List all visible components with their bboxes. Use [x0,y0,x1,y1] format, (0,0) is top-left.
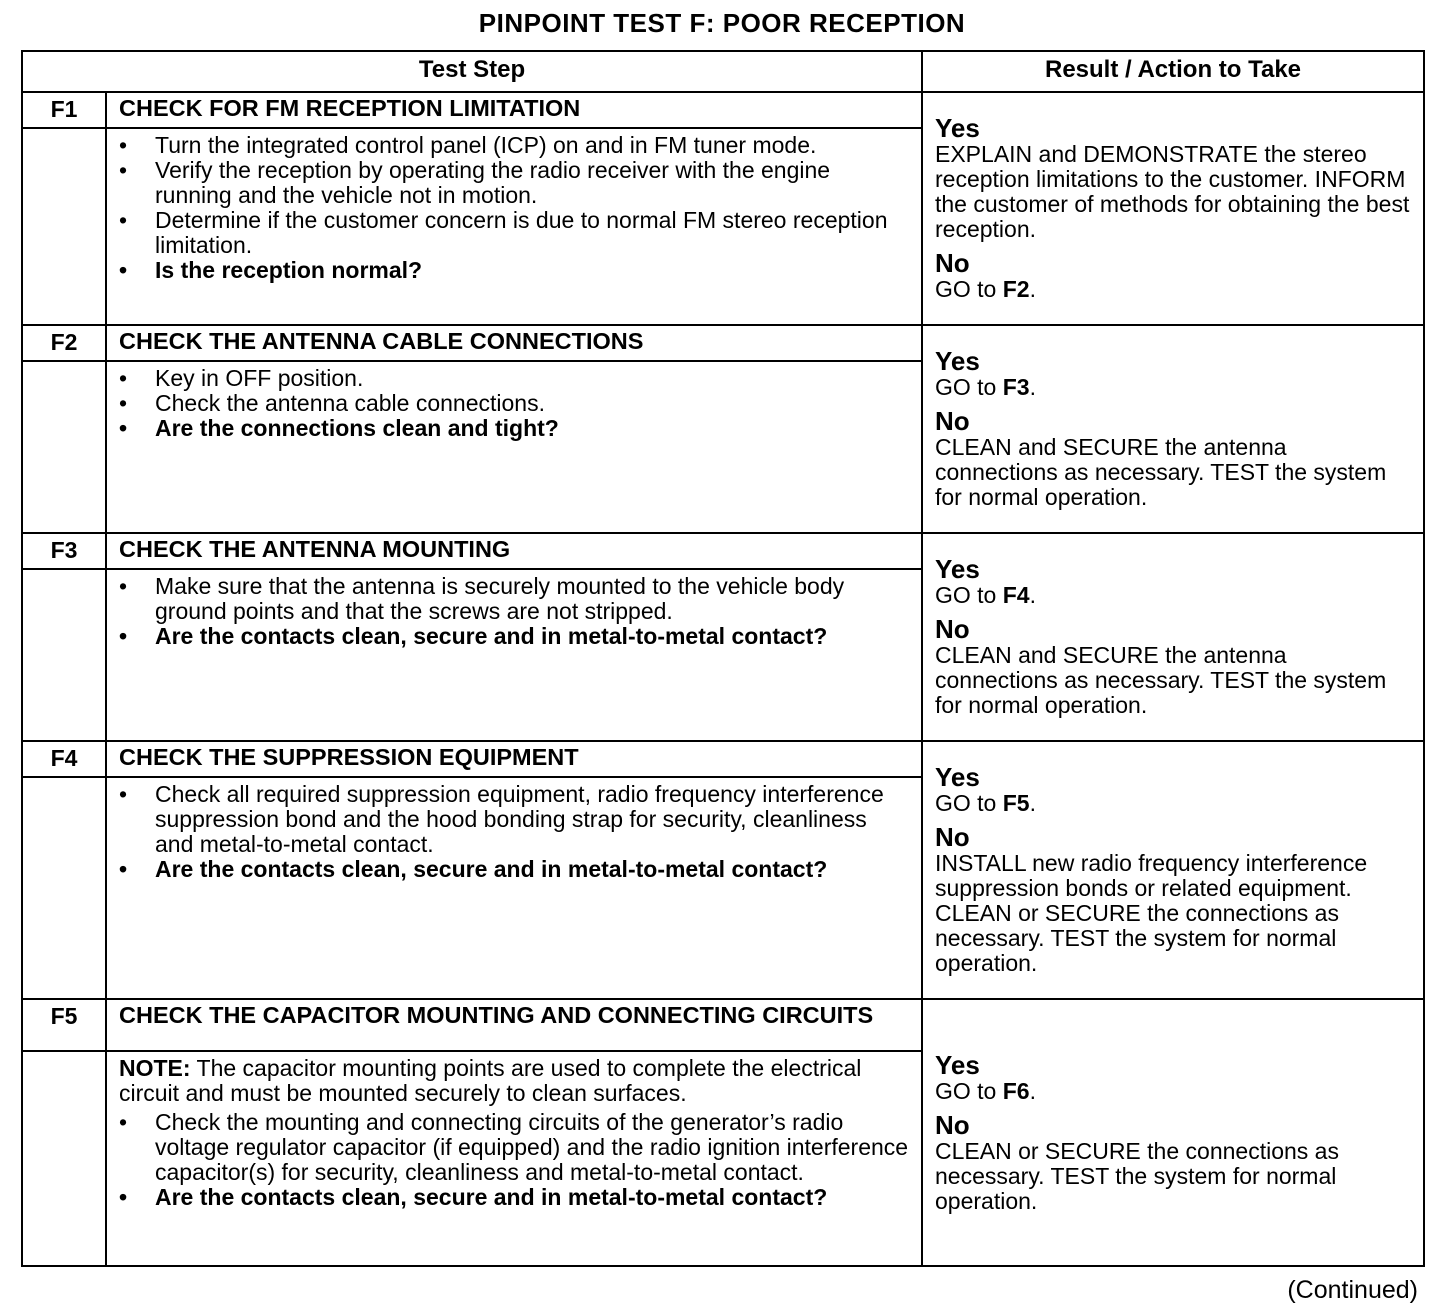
no-action-text: CLEAN and SECURE the antenna connections as necessary. TEST the system for normal operation. [935,434,1387,510]
yes-action [935,142,1413,242]
no-label: No [935,822,970,852]
yes-action [935,375,1413,400]
no-action [935,851,1413,976]
step-question: • Is the reception normal? [107,258,909,283]
step-header-row [22,92,1424,128]
note-text: The capacitor mounting points are used to complete the electrical circuit and must be mounted securely to clean surfaces. [119,1055,862,1106]
step-question: • Are the contacts clean, secure and in metal-to-metal contact? [107,624,909,649]
step-header-row [22,325,1424,361]
step-result [922,999,1424,1266]
step-id-spacer [22,569,106,741]
yes-action [935,583,1413,608]
column-header-test-step: Test Step [22,51,922,92]
step-id-spacer [22,777,106,999]
note-label: NOTE: [119,1055,191,1081]
no-action [935,277,1413,302]
step-question: • Are the connections clean and tight? [107,416,909,441]
step-note [107,1056,909,1110]
no-action-text: CLEAN and SECURE the antenna connections as necessary. TEST the system for normal operation. [935,642,1387,718]
yes-action-text: EXPLAIN and DEMONSTRATE the stereo reception limitations to the customer. INFORM the customer of methods for obtaining the best reception. [935,141,1410,242]
instruction-item: • Check all required suppression equipment, radio frequency interference suppression bond and the hood bonding strap for security, cleanliness and metal-to-metal contact. [107,782,909,857]
step-heading: CHECK THE CAPACITOR MOUNTING AND CONNECTING CIRCUITS [106,999,922,1051]
pinpoint-test-table [21,50,1423,1267]
yes-action [935,1079,1413,1104]
step-instructions [107,782,909,882]
step-id: F2 [22,325,106,361]
yes-step-ref: F3 [1002,374,1030,400]
no-label: No [935,406,970,436]
step-instructions [107,366,909,441]
yes-action-text: GO to [935,790,1003,816]
step-question: • Are the contacts clean, secure and in metal-to-metal contact? [107,857,909,882]
step-id-spacer [22,1051,106,1266]
no-action [935,435,1413,510]
yes-label: Yes [935,346,980,376]
yes-step-ref: F6 [1002,1077,1030,1104]
step-body [106,777,922,999]
yes-action-suffix: . [1029,374,1036,400]
step-heading: CHECK THE ANTENNA MOUNTING [106,533,922,569]
yes-step-ref: F5 [1002,790,1030,816]
step-heading: CHECK THE ANTENNA CABLE CONNECTIONS [106,325,922,361]
table-header-row [22,51,1424,92]
yes-action-suffix: . [1029,1077,1036,1104]
step-question: • Are the contacts clean, secure and in metal-to-metal contact? [107,1185,909,1210]
step-header-row [22,533,1424,569]
instruction-item: • Verify the reception by operating the radio receiver with the engine running and the vehicle not in motion. [107,158,909,208]
yes-action [935,791,1413,816]
step-id: F3 [22,533,106,569]
yes-action-suffix: . [1029,790,1036,816]
step-instructions [107,1110,909,1210]
no-action-text: INSTALL new radio frequency interference suppression bonds or related equipment. CLEAN or SECURE the connections as necessary. TEST the system for normal operation. [935,850,1368,976]
no-action [935,643,1413,718]
instruction-item: • Make sure that the antenna is securely mounted to the vehicle body ground points and that the screws are not stripped. [107,574,909,624]
table-body [22,92,1424,1266]
step-id-spacer [22,128,106,325]
step-instructions [107,133,909,283]
step-result [922,533,1424,741]
yes-label: Yes [935,1049,980,1080]
step-header-row [22,999,1424,1051]
no-label: No [935,248,970,278]
no-label: No [935,1109,970,1140]
yes-action-text: GO to [935,1077,1003,1104]
step-id-spacer [22,361,106,533]
step-id: F5 [22,999,106,1051]
step-header-row [22,741,1424,777]
step-body [106,128,922,325]
no-label: No [935,614,970,644]
instruction-item: • Key in OFF position. [107,366,909,391]
step-result [922,325,1424,533]
no-action [935,1139,1413,1214]
yes-action-suffix: . [1029,582,1036,608]
step-heading: CHECK THE SUPPRESSION EQUIPMENT [106,741,922,777]
step-body [106,569,922,741]
yes-label: Yes [935,762,980,792]
no-step-ref: F2 [1002,276,1030,302]
instruction-item: • Turn the integrated control panel (ICP) on and in FM tuner mode. [107,133,909,158]
step-instructions [107,574,909,649]
yes-step-ref: F4 [1002,582,1030,608]
continued-label: (Continued) [1287,1276,1418,1304]
page-title: PINPOINT TEST F: POOR RECEPTION [478,8,966,38]
column-header-result: Result / Action to Take [922,51,1424,92]
step-heading: CHECK FOR FM RECEPTION LIMITATION [106,92,922,128]
step-id: F4 [22,741,106,777]
step-result [922,741,1424,999]
yes-action-text: GO to [935,374,1003,400]
no-action-text: GO to [935,276,1003,302]
yes-label: Yes [935,554,980,584]
step-body [106,361,922,533]
step-result [922,92,1424,325]
instruction-item: • Check the mounting and connecting circuits of the generator’s radio voltage regulator capacitor (if equipped) and the radio ignition interference capacitor(s) for security, cleanliness and metal-to-metal contact. [107,1110,909,1185]
yes-action-text: GO to [935,582,1003,608]
no-action-suffix: . [1029,276,1036,302]
no-action-text: CLEAN or SECURE the connections as necessary. TEST the system for normal operation. [935,1137,1339,1214]
yes-label: Yes [935,113,980,143]
instruction-item: • Determine if the customer concern is due to normal FM stereo reception limitation. [107,208,909,258]
step-body [106,1051,922,1266]
instruction-item: • Check the antenna cable connections. [107,391,909,416]
step-id: F1 [22,92,106,128]
